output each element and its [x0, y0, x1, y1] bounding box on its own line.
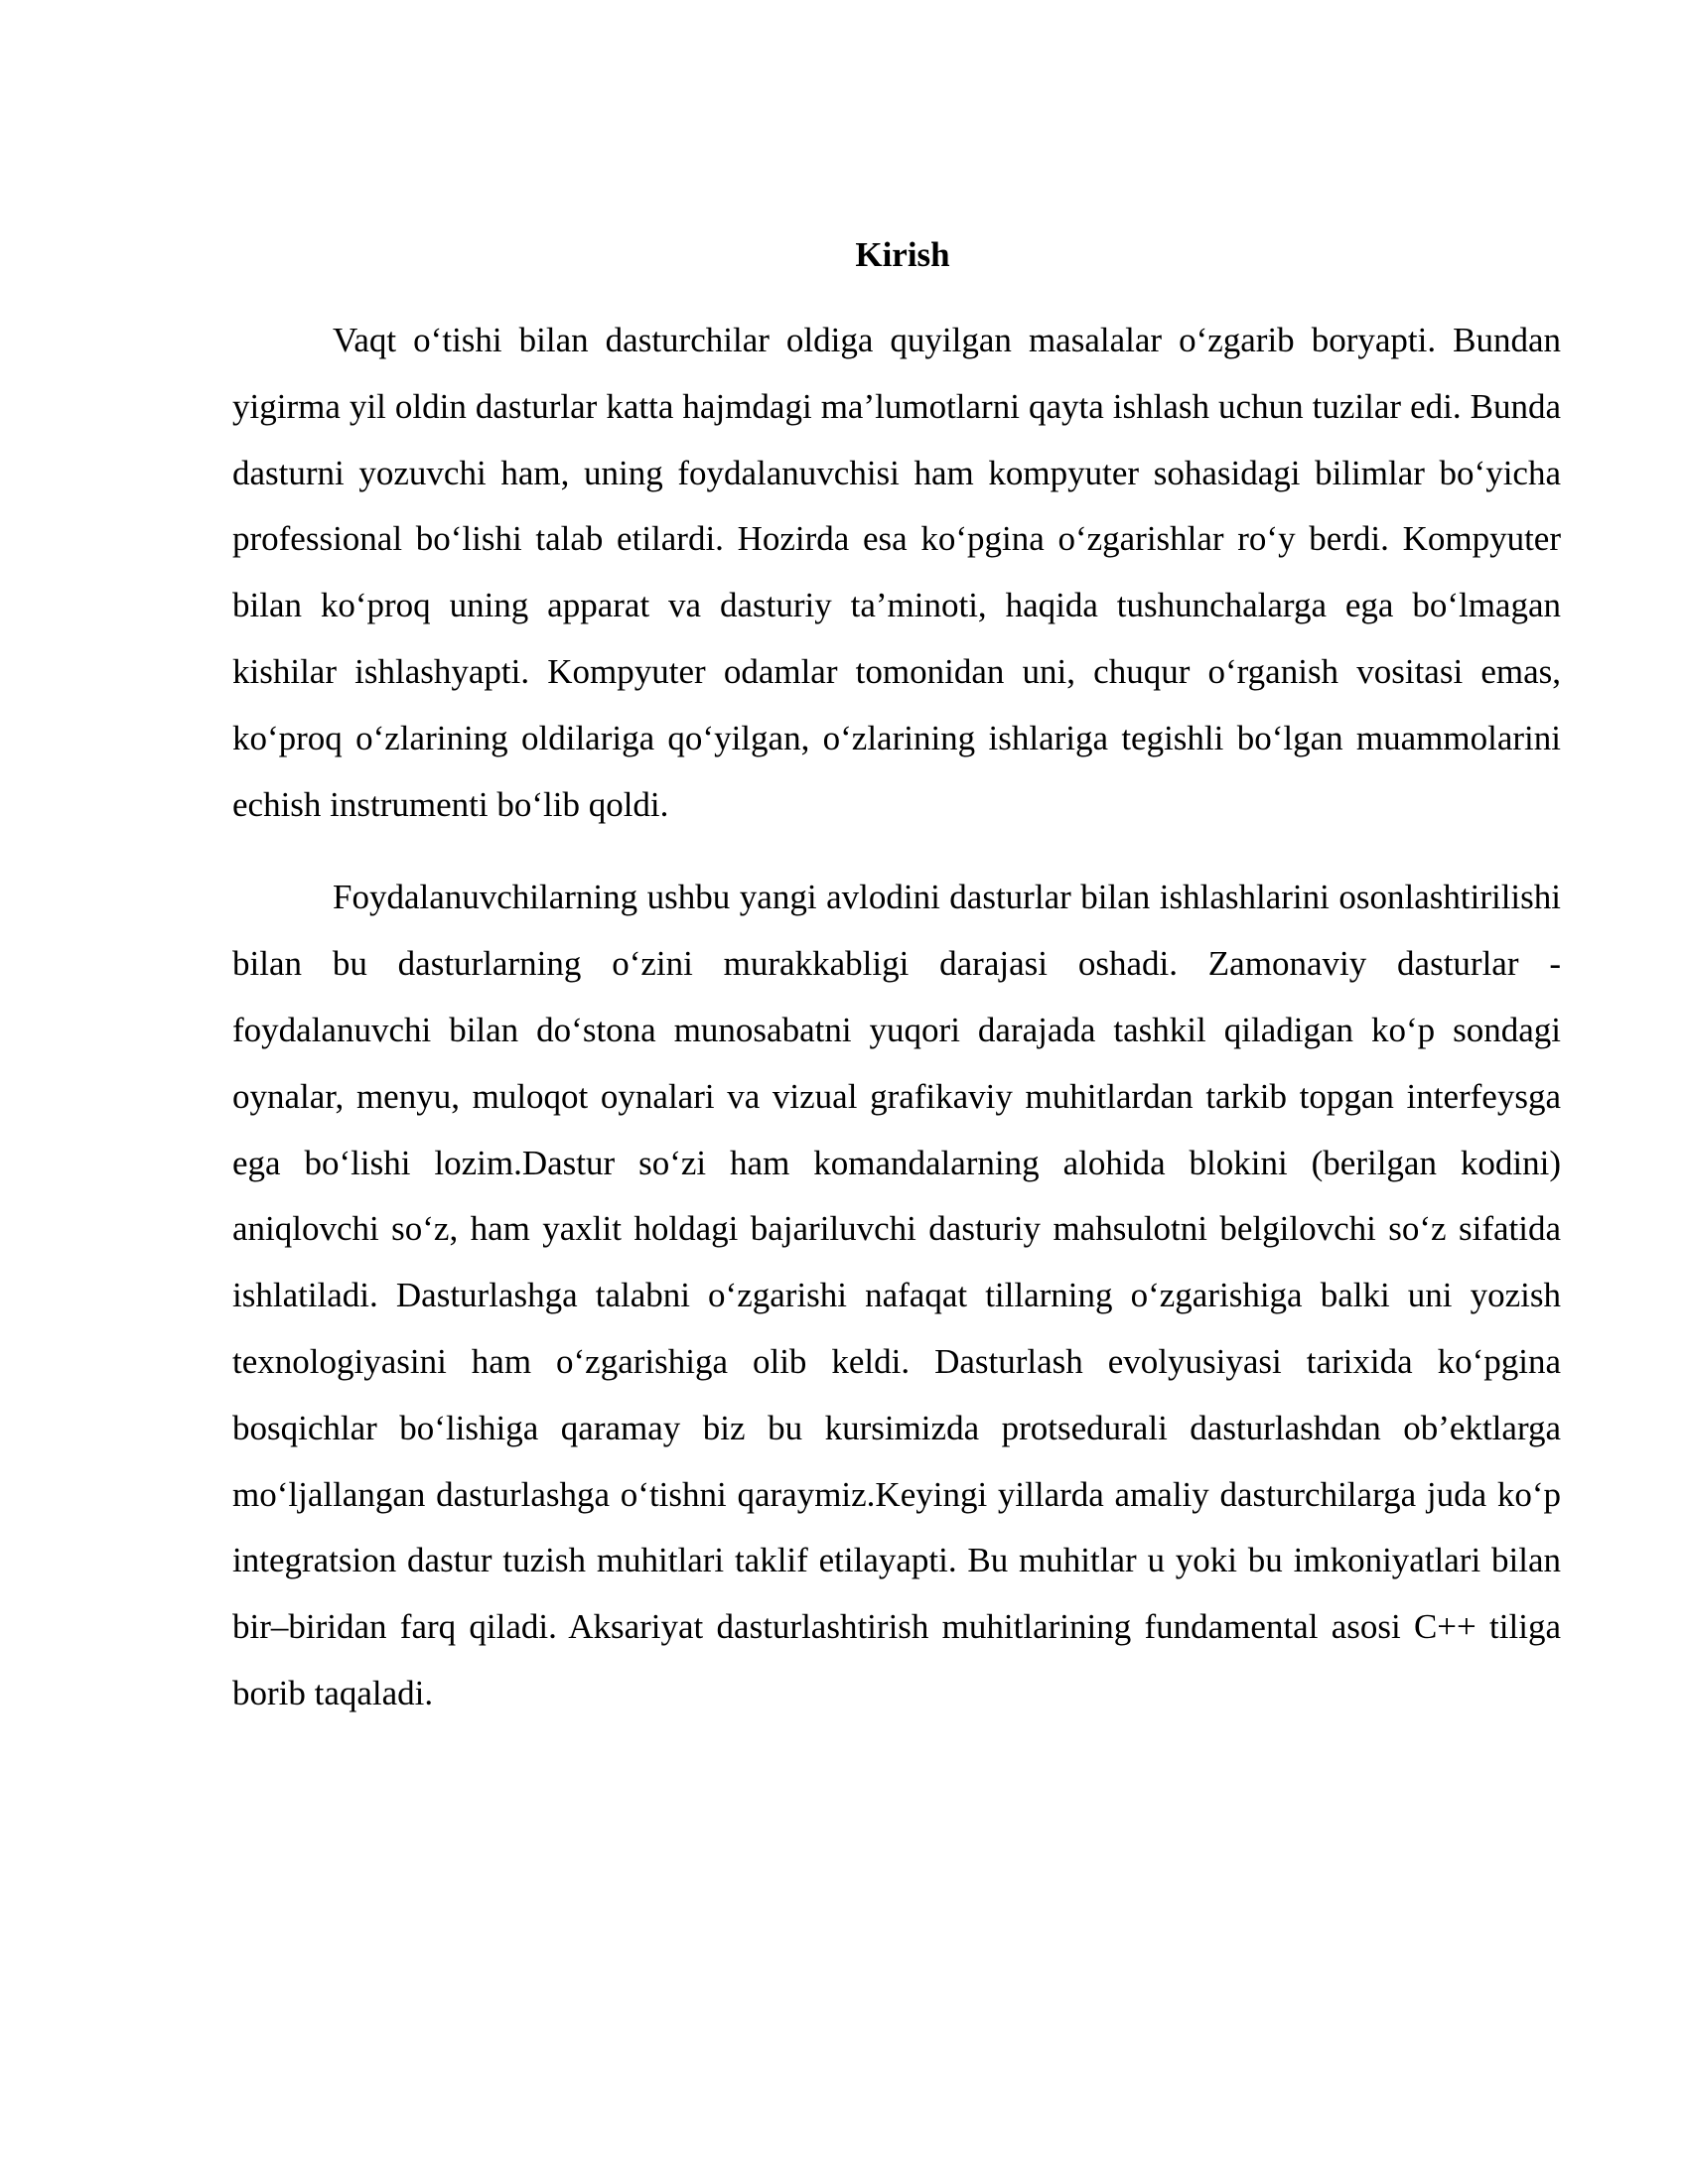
document-body [232, 308, 1561, 1754]
page-title: Kirish [855, 235, 950, 274]
paragraph-1: Vaqt o‘tishi bilan dasturchilar oldiga quyilgan masalalar o‘zgarib boryapti. Bundan yigirma yil oldin dasturlar katta hajmdagi ma’lumotlarni qayta ishlash uchun tuzilar edi. Bunda dasturni yozuvchi ham, uning foydalanuvchisi ham kompyuter sohasidagi bilimlar bo‘yicha professional bo‘lishi talab etilardi. Hozirda esa ko‘pgina o‘zgarishlar ro‘y berdi. Kompyuter bilan ko‘proq uning apparat va dasturiy ta’minoti, haqida tushunchalarga ega bo‘lmagan kishilar ishlashyapti. Kompyuter odamlar tomonidan uni, chuqur o‘rganish vositasi emas, ko‘proq o‘zlarining oldilariga qo‘yilgan, o‘zlarining ishlariga tegishli bo‘lgan muammolarini echish instrumenti bo‘lib qoldi. [232, 321, 1561, 824]
paragraph-2: Foydalanuvchilarning ushbu yangi avlodini dasturlar bilan ishlashlarini osonlashtirilishi bilan bu dasturlarning o‘zini murakkabligi darajasi oshadi. Zamonaviy dasturlar - foydalanuvchi bilan do‘stona munosabatni yuqori darajada tashkil qiladigan ko‘p sondagi oynalar, menyu, muloqot oynalari va vizual grafikaviy muhitlardan tarkib topgan interfeysga ega bo‘lishi lozim.Dastur so‘zi ham komandalarning alohida blokini (berilgan kodini) aniqlovchi so‘z, ham yaxlit holdagi bajariluvchi dasturiy mahsulotni belgilovchi so‘z sifatida ishlatiladi. Dasturlashga talabni o‘zgarishi nafaqat tillarning o‘zgarishiga balki uni yozish texnologiyasini ham o‘zgarishiga olib keldi. Dasturlash evolyusiyasi tarixida ko‘pgina bosqichlar bo‘lishiga qaramay biz bu kursimizda protsedurali dasturlashdan ob’ektlarga mo‘ljallangan dasturlashga o‘tishni qaraymiz.Keyingi yillarda amaliy dasturchilarga juda ko‘p integratsion dastur tuzish muhitlari taklif etilayapti. Bu muhitlar u yoki bu imkoniyatlari bilan bir–biridan farq qiladi. Aksariyat dasturlashtirish muhitlarining fundamental asosi C++ tiliga borib taqaladi. [232, 878, 1561, 1712]
